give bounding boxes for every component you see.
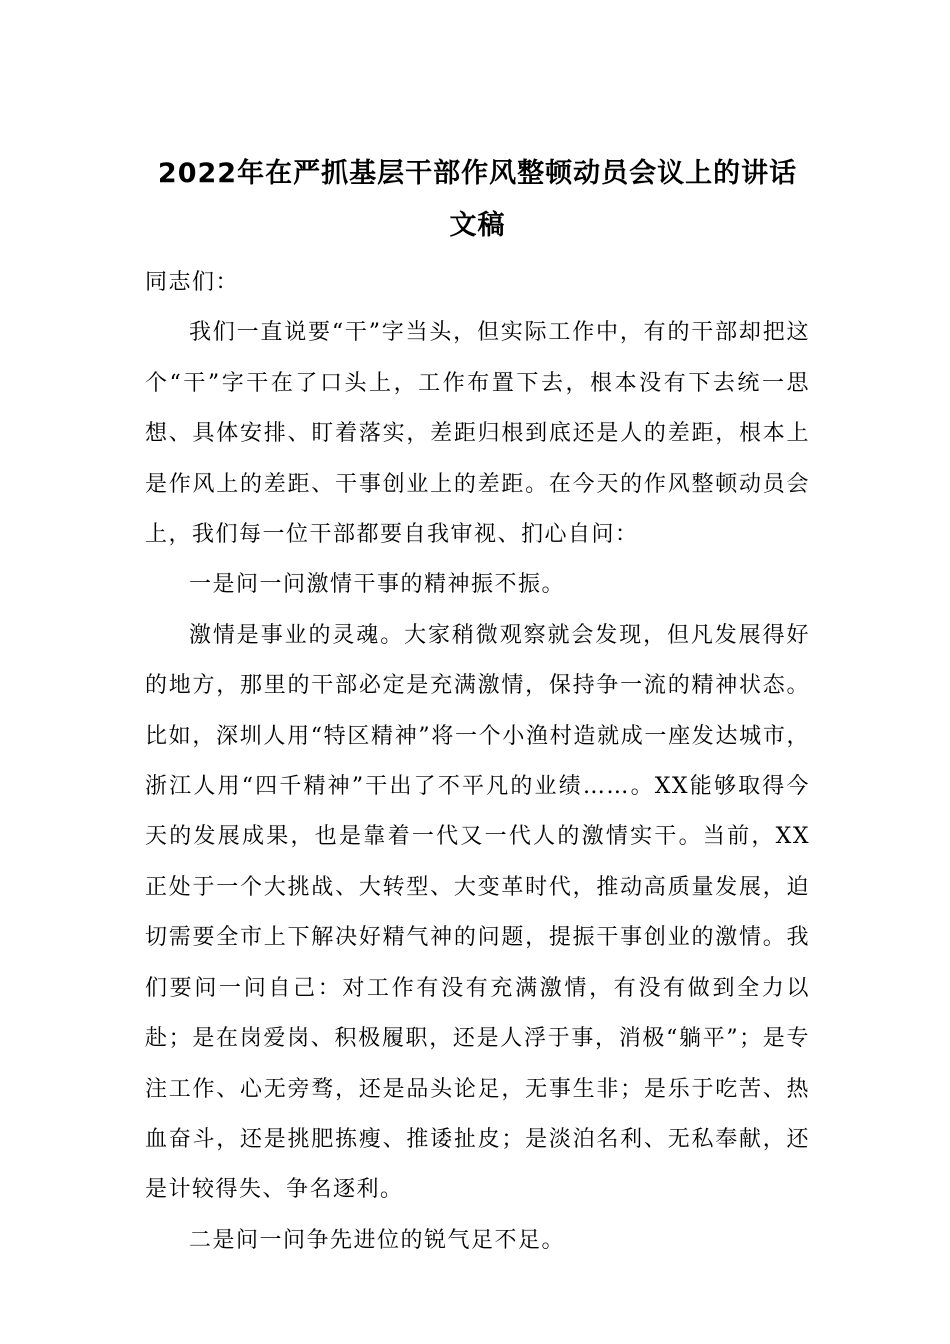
title-line-1: 2022年在严抓基层干部作风整顿动员会议上的讲话 [157,158,798,189]
paragraph-intro: 我们一直说要“干”字当头，但实际工作中，有的干部却把这个“干”字干在了口头上，工作布置下去，根本没有下去统一思想、具体安排、盯着落实，差距归根到底还是人的差距，根本上是作风上的差距、干事创业上的差距。在今天的作风整顿动员会上，我们每一位干部都要自我审视、扪心自问： [145,320,810,548]
heading-point-one: 一是问一问激情干事的精神振不振。 [189,572,566,598]
heading-point-two: 二是问一问争先进位的锐气足不足。 [189,1227,566,1253]
document-page [145,148,810,1266]
title-line-2: 文稿 [449,210,506,241]
document-title [145,148,810,252]
salutation: 同志们： [145,270,240,295]
paragraph-passion: 激情是事业的灵魂。大家稍微观察就会发现，但凡发展得好的地方，那里的干部必定是充满激情，保持争一流的精神状态。比如，深圳人用“特区精神”将一个小渔村造就成一座发达城市，浙江人用“四千精神”干出了不平凡的业绩……。XX能够取得今天的发展成果，也是靠着一代又一代人的激情实干。当前，XX正处于一个大挑战、大转型、大变革时代，推动高质量发展，迫切需要全市上下解决好精气神的问题，提振干事创业的激情。我们要问一问自己：对工作有没有充满激情，有没有做到全力以赴；是在岗爱岗、积极履职，还是人浮于事，消极“躺平”；是专注工作、心无旁骛，还是品头论足，无事生非；是乐于吃苦、热血奋斗，还是挑肥拣瘦、推诿扯皮；是淡泊名利、无私奉献，还是计较得失、争名逐利。 [145,622,810,1203]
